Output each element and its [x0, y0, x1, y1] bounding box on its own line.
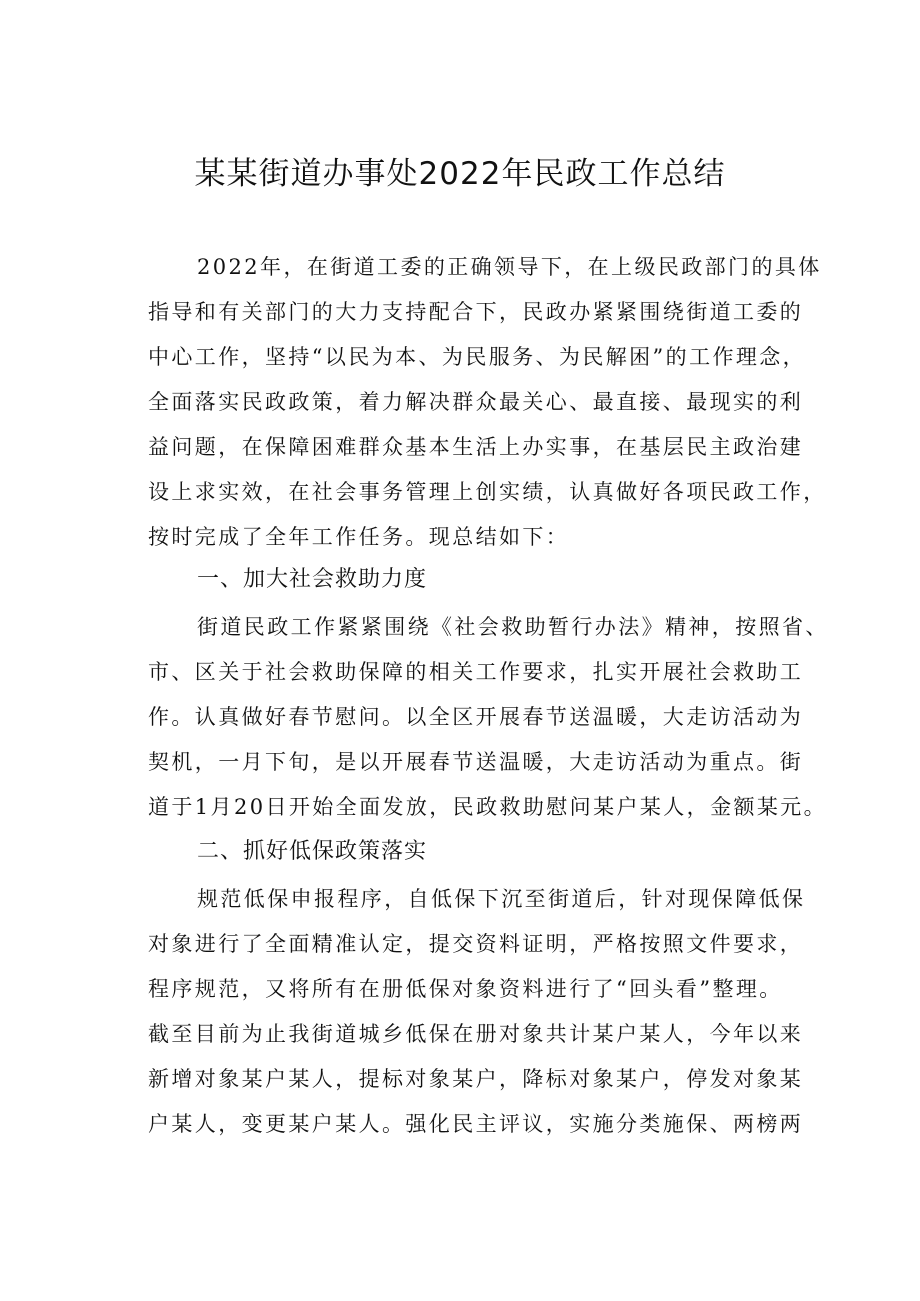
section-1-line-1: 街道民政工作紧紧围绕《社会救助暂行办法》精神，按照省、 [197, 615, 829, 639]
section-2-line-1: 规范低保申报程序，自低保下沉至街道后，针对现保障低保 [197, 887, 806, 911]
intro-line-2: 指导和有关部门的大力支持配合下，民政办紧紧围绕街道工委的 [148, 300, 804, 324]
intro-line-1: 2022年，在街道工委的正确领导下，在上级民政部门的具体 [197, 255, 822, 279]
section-2-line-2: 对象进行了全面精准认定，提交资料证明，严格按照文件要求， [148, 932, 804, 956]
section-2-heading: 二、抓好低保政策落实 [197, 839, 428, 864]
section-2-line-4: 截至目前为止我街道城乡低保在册对象共计某户某人，今年以来 [148, 1022, 804, 1046]
intro-line-7: 按时完成了全年工作任务。现总结如下： [148, 525, 570, 549]
intro-line-4: 全面落实民政政策，着力解决群众最关心、最直接、最现实的利 [148, 390, 804, 414]
section-1-line-4: 契机，一月下旬，是以开展春节送温暖，大走访活动为重点。街 [148, 750, 804, 774]
section-1-line-3: 作。认真做好春节慰问。以全区开展春节送温暖，大走访活动为 [148, 705, 804, 729]
section-2-line-3: 程序规范，又将所有在册低保对象资料进行了“回头看”整理。 [148, 977, 783, 1001]
section-1-heading: 一、加大社会救助力度 [197, 567, 428, 592]
intro-line-6: 设上求实效，在社会事务管理上创实绩，认真做好各项民政工作， [148, 480, 827, 504]
section-2-line-5: 新增对象某户某人，提标对象某户，降标对象某户，停发对象某 [148, 1067, 804, 1091]
intro-line-3: 中心工作，坚持“以民为本、为民服务、为民解困”的工作理念， [148, 345, 807, 369]
intro-line-5: 益问题，在保障困难群众基本生活上办实事，在基层民主政治建 [148, 435, 804, 459]
section-1-line-5: 道于1月20日开始全面发放，民政救助慰问某户某人，金额某元。 [148, 795, 828, 819]
document-title: 某某街道办事处2022年民政工作总结 [194, 156, 726, 192]
section-2-line-6: 户某人，变更某户某人。强化民主评议，实施分类施保、两榜两 [148, 1112, 804, 1136]
section-1-line-2: 市、区关于社会救助保障的相关工作要求，扎实开展社会救助工 [148, 660, 804, 684]
